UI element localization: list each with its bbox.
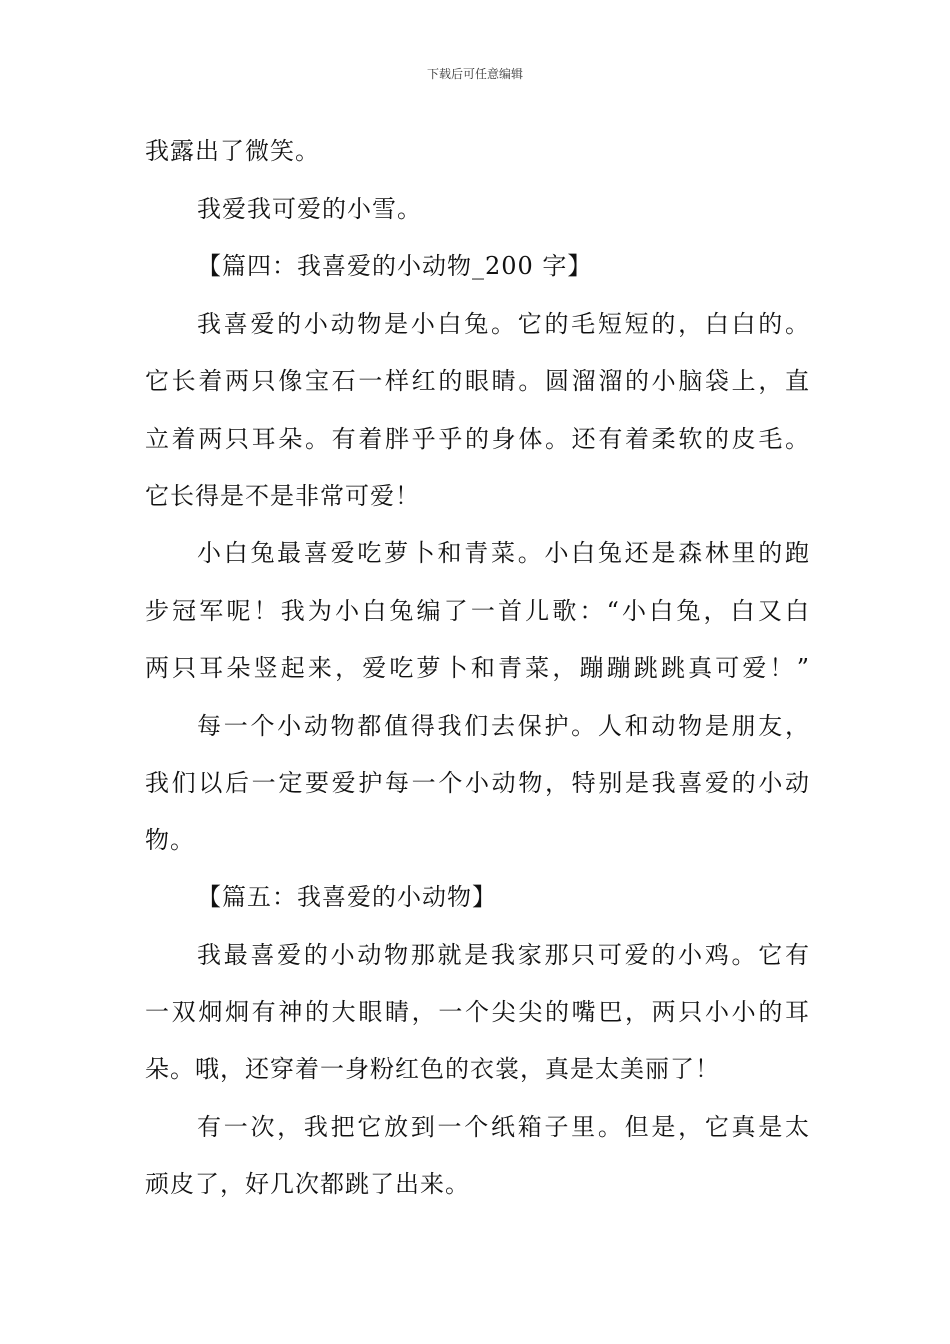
text-line: 两只耳朵竖起来，爱吃萝卜和青菜，蹦蹦跳跳真可爱！” — [145, 654, 810, 682]
text-line: 它长着两只像宝石一样红的眼睛。圆溜溜的小脑袋上，直 — [145, 367, 810, 395]
text-line: 我们以后一定要爱护每一个小动物，特别是我喜爱的小动 — [145, 769, 810, 797]
text-line: 物。 — [145, 826, 195, 854]
text-line: 一双炯炯有神的大眼睛，一个尖尖的嘴巴，两只小小的耳 — [145, 998, 810, 1026]
text-line: 我喜爱的小动物是小白兔。它的毛短短的，白白的。 — [197, 310, 810, 338]
page-header: 下载后可任意编辑 — [426, 67, 523, 81]
text-line: 我最喜爱的小动物那就是我家那只可爱的小鸡。它有 — [197, 941, 810, 969]
text-line: 步冠军呢！我为小白兔编了一首儿歌：“小白兔，白又白 — [145, 597, 810, 625]
text-line: 顽皮了，好几次都跳了出来。 — [145, 1170, 470, 1198]
text-line: 朵。哦，还穿着一身粉红色的衣裳，真是太美丽了！ — [145, 1055, 720, 1083]
text-line: 立着两只耳朵。有着胖乎乎的身体。还有着柔软的皮毛。 — [145, 425, 810, 453]
section-heading: 【篇五：我喜爱的小动物】 — [197, 883, 497, 911]
text-line: 每一个小动物都值得我们去保护。人和动物是朋友， — [197, 712, 810, 740]
text-line: 它长得是不是非常可爱！ — [145, 482, 420, 510]
text-line: 小白兔最喜爱吃萝卜和青菜。小白兔还是森林里的跑 — [197, 539, 810, 567]
section-heading: 【篇四：我喜爱的小动物_200 字】 — [197, 252, 593, 280]
text-line: 我爱我可爱的小雪。 — [197, 195, 422, 223]
text-line: 我露出了微笑。 — [145, 137, 320, 165]
text-line: 有一次，我把它放到一个纸箱子里。但是，它真是太 — [197, 1113, 810, 1141]
